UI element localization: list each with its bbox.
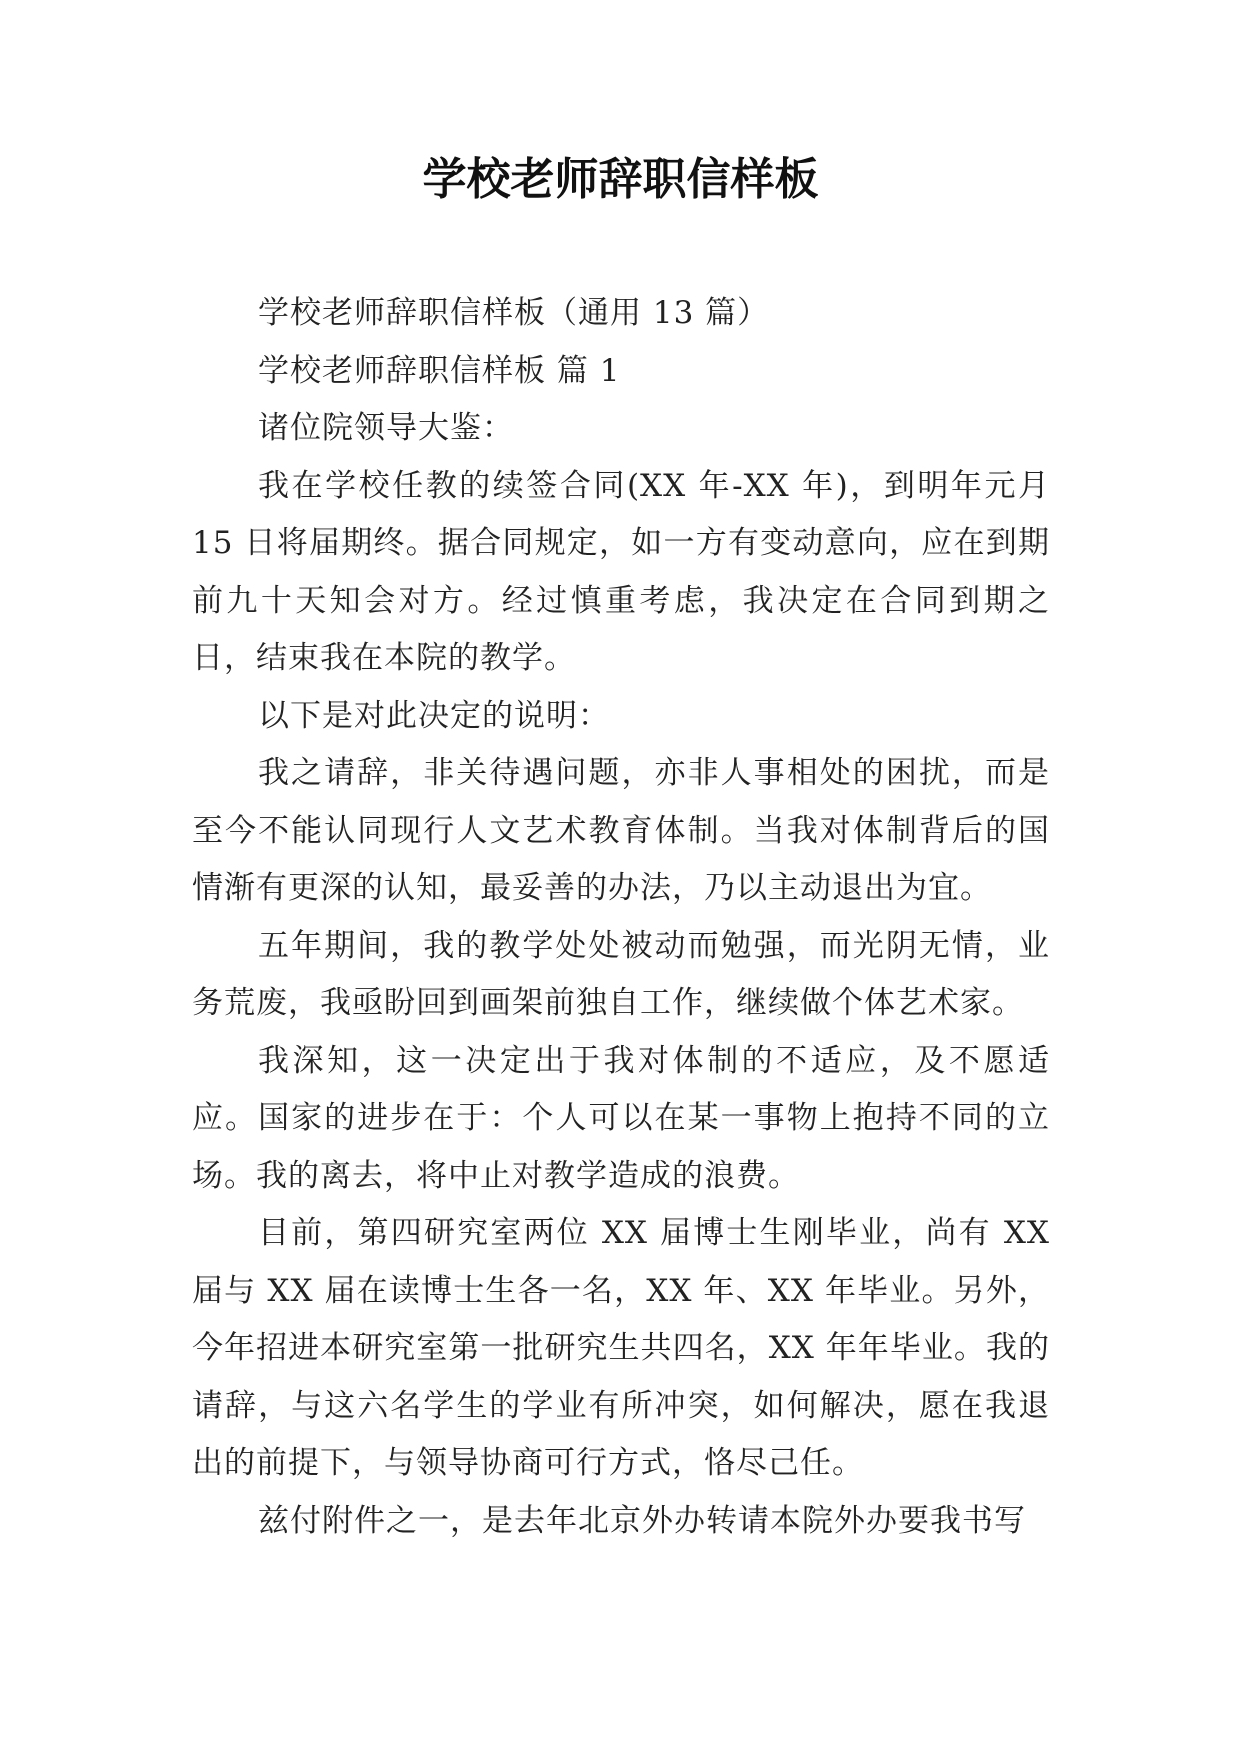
paragraph: 我深知，这一决定出于我对体制的不适应，及不愿适应。国家的进步在于：个人可以在某一事物上抱持不同的立场。我的离去，将中止对教学造成的浪费。 [192,1042,1050,1194]
document-body [192,285,1050,1550]
paragraph: 五年期间，我的教学处处被动而勉强，而光阴无情，业务荒废，我亟盼回到画架前独自工作，继续做个体艺术家。 [192,927,1050,1021]
paragraph-section-heading: 学校老师辞职信样板 篇 1 [258,352,621,389]
paragraph: 兹付附件之一，是去年北京外办转请本院外办要我书写 [258,1502,1026,1539]
paragraph: 以下是对此决定的说明： [258,697,610,734]
paragraph: 我在学校任教的续签合同(XX 年-XX 年)，到明年元月 15 日将届期终。据合同规定，如一方有变动意向，应在到期前九十天知会对方。经过慎重考虑，我决定在合同到期之日，结束我在本院的教学。 [192,467,1050,676]
paragraph: 我之请辞，非关待遇问题，亦非人事相处的困扰，而是至今不能认同现行人文艺术教育体制。当我对体制背后的国情渐有更深的认知，最妥善的办法，乃以主动退出为宜。 [192,755,1050,906]
paragraph-salutation: 诸位院领导大鉴： [258,410,514,446]
paragraph-subtitle: 学校老师辞职信样板（通用 13 篇） [258,295,770,331]
paragraph: 目前，第四研究室两位 XX 届博士生刚毕业，尚有 XX 届与 XX 届在读博士生各一名，XX 年、XX 年毕业。另外，今年招进本研究室第一批研究生共四名，XX 年年毕业。我的请辞，与这六名学生的学业有所冲突，如何解决，愿在我退出的前提下，与领导协商可行方式，恪尽己任。 [192,1215,1050,1481]
document-title: 学校老师辞职信样板 [422,154,819,205]
